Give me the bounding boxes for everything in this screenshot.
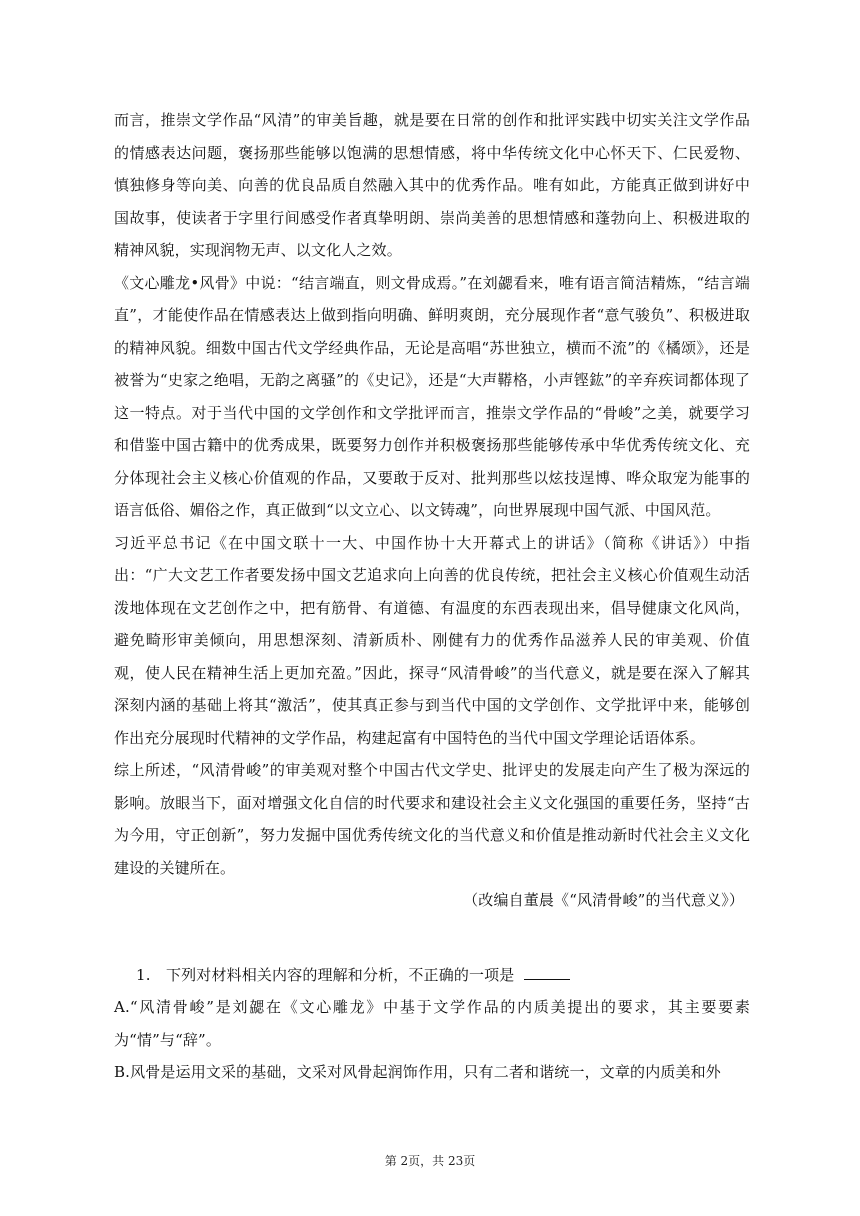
page-content <box>114 104 750 1089</box>
option-b: B.风骨是运用文采的基础，文采对风骨起润饰作用，只有二者和谐统一，文章的内质美和外 <box>114 1063 721 1081</box>
passage-paragraph: 而言，推崇文学作品“风清”的审美旨趣，就是要在日常的创作和批评实践中切实关注文学作品的情感表达问题，褒扬那些能够以饱满的思想情感，将中华传统文化中心怀天下、仁民爱物、慎独修身等向美、向善的优良品质自然融入其中的优秀作品。唯有如此，方能真正做到讲好中国故事，使读者于字里行间感受作者真挚明朗、崇尚美善的思想情感和蓬勃向上、积极进取的精神风貌，实现润物无声、以文化人之效。 <box>114 111 750 259</box>
question-number: 1. <box>136 965 151 984</box>
passage-paragraph: 习近平总书记《在中国文联十一大、中国作协十大开幕式上的讲话》（简称《讲话》）中指出：“广大文艺工作者要发扬中国文艺追求向上向善的优良传统，把社会主义核心价值观生动活泼地体现在文艺创作之中，把有筋骨、有道德、有温度的东西表现出来，倡导健康文化风尚，避免畸形审美倾向，用思想深刻、清新质朴、刚健有力的优秀作品滋养人民的审美观、价值观，使人民在精神生活上更加充盈。”因此，探寻“风清骨峻”的当代意义，就是要在深入了解其深刻内涵的基础上将其“激活”，使其真正参与到当代中国的文学创作、文学批评中来，能够创作出充分展现时代精神的文学作品，构建起富有中国特色的当代中国文学理论话语体系。 <box>114 533 750 747</box>
question-stem-line <box>114 959 750 992</box>
passage-paragraph: 综上所述，“风清骨峻”的审美观对整个中国古代文学史、批评史的发展走向产生了极为深远的影响。放眼当下，面对增强文化自信的时代要求和建设社会主义文化强国的重要任务，坚持“古为今用，守正创新”，努力发掘中国优秀传统文化的当代意义和价值是推动新时代社会主义文化建设的关键所在。 <box>114 761 750 877</box>
option-a: A.“风清骨峻”是刘勰在《文心雕龙》中基于文学作品的内质美提出的要求，其主要要素为“情”与“辞”。 <box>114 998 750 1049</box>
question-stem: 下列对材料相关内容的理解和分析，不正确的一项是 <box>166 965 515 984</box>
passage-paragraph: 《文心雕龙•风骨》中说：“结言端直，则文骨成焉。”在刘勰看来，唯有语言简洁精炼，“结言端直”，才能使作品在情感表达上做到指向明确、鲜明爽朗，充分展现作者“意气骏负”、积极进取的精神风貌。细数中国古代文学经典作品，无论是高唱“苏世独立，横而不流”的《橘颂》，还是被誉为“史家之绝唱，无韵之离骚”的《史记》，还是“大声鞯格，小声铿鈜”的辛弃疾词都体现了这一特点。对于当代中国的文学创作和文学批评而言，推崇文学作品的“骨峻”之美，就要学习和借鉴中国古籍中的优秀成果，既要努力创作并积极褒扬那些能够传承中华优秀传统文化、充分体现社会主义核心价值观的作品，又要敢于反对、批判那些以炫技逞博、哗众取宠为能事的语言低俗、媚俗之作，真正做到“以文立心、以文铸魂”，向世界展现中国气派、中国风范。 <box>114 273 750 519</box>
passage-source: （改编自董晨《“风清骨峻”的当代意义》） <box>463 891 744 909</box>
page-footer: 第 2页，共 23页 <box>384 1154 476 1168</box>
answer-blank[interactable] <box>524 965 570 980</box>
